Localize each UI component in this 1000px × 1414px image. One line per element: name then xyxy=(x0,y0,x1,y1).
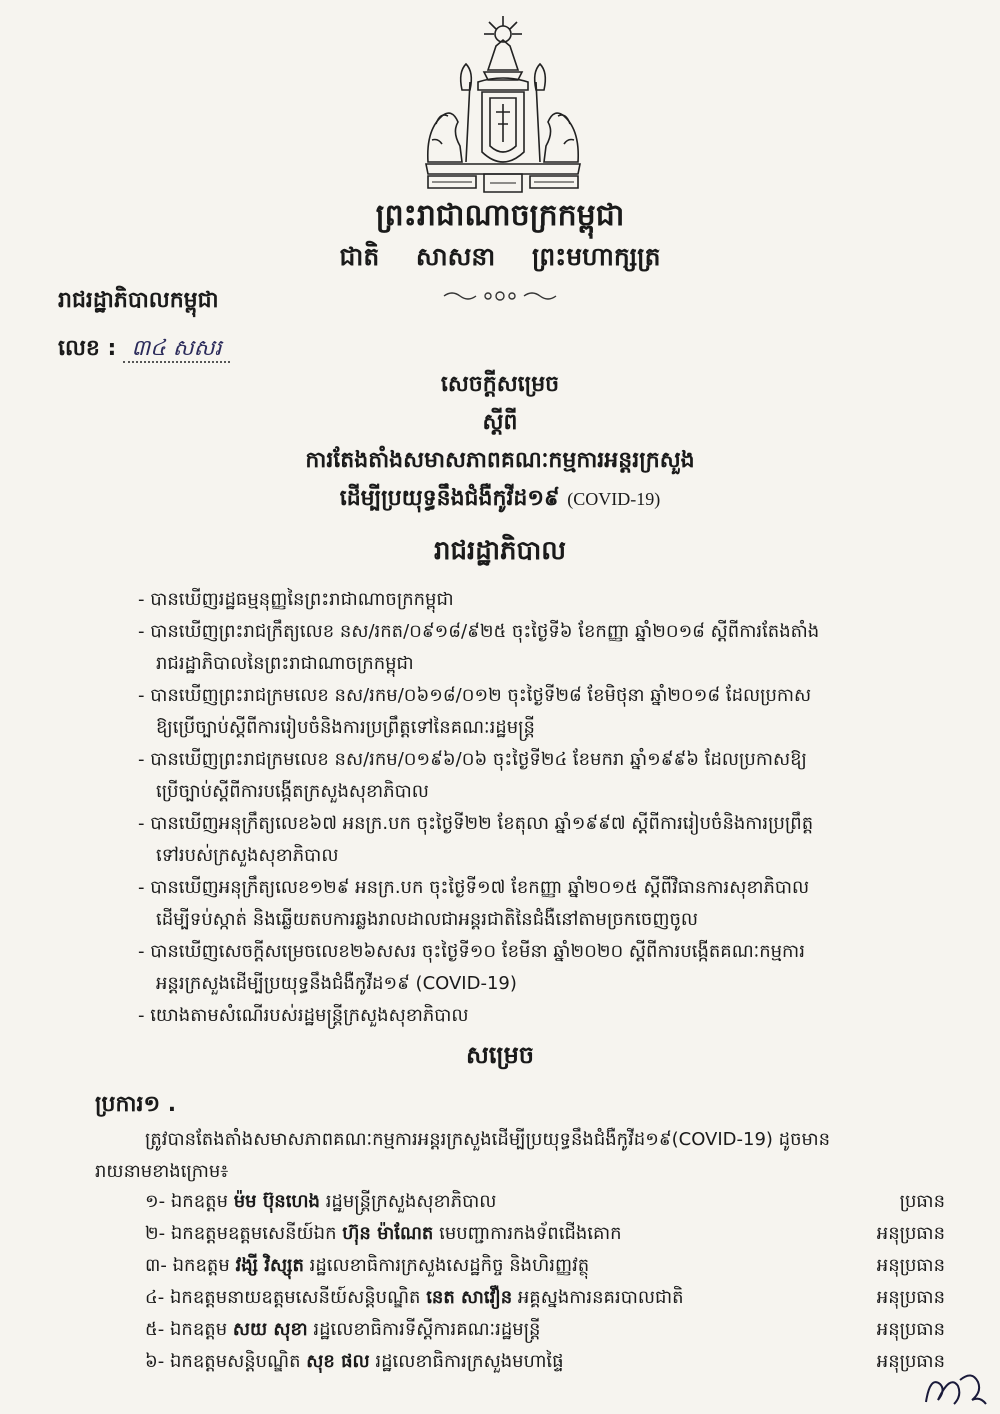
member-position: អគ្គស្នងការនគរបាលជាតិ xyxy=(517,1287,684,1308)
article-text xyxy=(95,1124,955,1188)
legal-basis-item: ប្រើច្បាប់ស្តីពីការបង្កើតក្រសួងសុខាភិបាល xyxy=(156,781,429,802)
legal-basis-list xyxy=(138,584,958,1032)
member-title: ឯកឧត្តម xyxy=(169,1319,228,1340)
member-title: ឯកឧត្តម xyxy=(172,1255,230,1276)
member-number: ៦- xyxy=(145,1351,165,1372)
legal-basis-item: - បានឃើញរដ្ឋធម្មនុញ្ញនៃព្រះរាជាណាចក្រកម្ពុជា xyxy=(138,589,454,610)
member-row xyxy=(145,1282,945,1314)
member-role: អនុប្រធាន xyxy=(876,1319,945,1340)
legal-basis-item: - បានឃើញព្រះរាជក្រមលេខ នស/រកម/០៦១៨/០១២ ចុះថ្ងៃទី២៨ ខែមិថុនា ឆ្នាំ២០១៨ ដែលប្រកាស xyxy=(138,685,812,706)
member-position: រដ្ឋលេខាធិការទីស្តីការគណៈរដ្ឋមន្ត្រី xyxy=(313,1319,541,1340)
member-list xyxy=(145,1186,945,1378)
legal-basis-item: - បានឃើញអនុក្រឹត្យលេខ៦៧ អនក្រ.បក ចុះថ្ងៃទី២២ ខែតុលា ឆ្នាំ១៩៩៧ ស្តីពីការរៀបចំនិងការប្រព្រឹត្ត xyxy=(138,813,814,834)
member-number: ១- xyxy=(145,1191,166,1212)
member-number: ៥- xyxy=(145,1319,165,1340)
member-row xyxy=(145,1186,945,1218)
member-role: អនុប្រធាន xyxy=(876,1255,945,1276)
member-role: អនុប្រធាន xyxy=(876,1287,945,1308)
legal-basis-item: រាជរដ្ឋាភិបាលនៃព្រះរាជាណាចក្រកម្ពុជា xyxy=(156,653,414,674)
member-number: ២- xyxy=(145,1223,166,1244)
member-name: សុខ ផល xyxy=(306,1351,370,1372)
legal-basis-item: ឱ្យប្រើច្បាប់ស្តីពីការរៀបចំនិងការប្រព្រឹត្តទៅនៃគណៈរដ្ឋមន្ត្រី xyxy=(156,717,535,738)
kingdom-name: ព្រះរាជាណាចក្រកម្ពុជា xyxy=(375,198,625,233)
legal-basis-item: - បានឃើញព្រះរាជក្រឹត្យលេខ នស/រកត/០៩១៨/៩២៥ ចុះថ្ងៃទី៦ ខែកញ្ញា ឆ្នាំ២០១៨ ស្តីពីការតែងតាំង xyxy=(138,621,820,642)
legal-basis-item: - យោងតាមសំណើរបស់រដ្ឋមន្ត្រីក្រសួងសុខាភិបាល xyxy=(138,1005,469,1026)
member-position: រដ្ឋលេខាធិការក្រសួងមហាផ្ទៃ xyxy=(375,1351,564,1372)
title-purpose-khmer: ដើម្បីប្រយុទ្ធនឹងជំងឺកូវីដ១៩ xyxy=(339,486,560,511)
member-title: ឯកឧត្តមសន្តិបណ្ឌិត xyxy=(169,1351,301,1372)
title-purpose xyxy=(0,484,1000,516)
legal-basis-item: អន្តរក្រសួងដើម្បីប្រយុទ្ធនឹងជំងឺកូវីដ១៩ (COVID-19) xyxy=(156,973,517,994)
member-name: ម៉ម ប៊ុនហេង xyxy=(233,1191,320,1212)
government-heading: រាជរដ្ឋាភិបាល xyxy=(433,536,567,566)
title-regarding: ស្តីពី xyxy=(482,410,518,435)
article-text-line: ត្រូវបានតែងតាំងសមាសភាពគណៈកម្មការអន្តរក្រសួងដើម្បីប្រយុទ្ធនឹងជំងឺកូវីដ១៩(COVID-19) ដូចមាន xyxy=(145,1129,831,1150)
legal-basis-item: ទៅរបស់ក្រសួងសុខាភិបាល xyxy=(156,845,339,866)
legal-basis-item: - បានឃើញសេចក្តីសម្រេចលេខ២៦សសរ ចុះថ្ងៃទី១០ ខែមីនា ឆ្នាំ២០២០ ស្តីពីការបង្កើតគណៈកម្មការ xyxy=(138,941,805,962)
member-number: ៣- xyxy=(145,1255,167,1276)
legal-basis-item: - បានឃើញព្រះរាជក្រមលេខ នស/រកម/០១៩៦/០៦ ចុះថ្ងៃទី២៤ ខែមករា ឆ្នាំ១៩៩៦ ដែលប្រកាសឱ្យ xyxy=(138,749,807,770)
member-name: វង្សី វិស្សុត xyxy=(235,1255,304,1276)
member-position: រដ្ឋលេខាធិការក្រសួងសេដ្ឋកិច្ច និងហិរញ្ញវត្ថុ xyxy=(309,1255,590,1276)
member-row xyxy=(145,1218,945,1250)
member-role: អនុប្រធាន xyxy=(876,1223,945,1244)
document-number xyxy=(58,334,230,366)
national-motto: ជាតិ សាសនា ព្រះមហាក្សត្រ xyxy=(339,242,661,271)
member-row xyxy=(145,1250,945,1282)
article-text-line: រាយនាមខាងក្រោម៖ xyxy=(95,1161,229,1182)
member-name: សយ សុខា xyxy=(232,1319,308,1340)
document-number-label: លេខ : xyxy=(58,336,117,361)
member-title: ឯកឧត្តមនាយឧត្តមសេនីយ៍សន្តិបណ្ឌិត xyxy=(169,1287,421,1308)
legal-basis-item: ដើម្បីទប់ស្កាត់ និងឆ្លើយតបការឆ្លងរាលដាលជាអន្តរជាតិនៃជំងឺនៅតាមច្រកចេញចូល xyxy=(156,909,699,930)
title-purpose-covid: (COVID-19) xyxy=(567,489,661,509)
member-row xyxy=(145,1346,945,1378)
member-name: ហ៊ុន ម៉ាណែត xyxy=(342,1223,434,1244)
title-decision: សេចក្តីសម្រេច xyxy=(440,372,560,397)
handwritten-initials-icon xyxy=(920,1366,990,1410)
royal-coat-of-arms-icon xyxy=(418,12,588,197)
member-name: នេត សាវឿន xyxy=(426,1287,513,1308)
issuing-government: រាជរដ្ឋាភិបាលកម្ពុជា xyxy=(58,288,219,313)
document-number-value: ៣៤ សសរ xyxy=(123,336,229,363)
decision-heading: សម្រេច xyxy=(465,1041,535,1069)
legal-basis-item: - បានឃើញអនុក្រឹត្យលេខ១២៩ អនក្រ.បក ចុះថ្ងៃទី១៧ ខែកញ្ញា ឆ្នាំ២០១៥ ស្តីពីវិធានការសុខាភិបាល xyxy=(138,877,810,898)
member-role: ប្រធាន xyxy=(899,1191,945,1212)
member-position: មេបញ្ជាការកងទ័ពជើងគោក xyxy=(439,1223,622,1244)
member-role: អនុប្រធាន xyxy=(876,1351,945,1372)
title-subject: ការតែងតាំងសមាសភាពគណៈកម្មការអន្តរក្រសួង xyxy=(305,448,695,473)
member-number: ៤- xyxy=(145,1287,165,1308)
member-position: រដ្ឋមន្ត្រីក្រសួងសុខាភិបាល xyxy=(325,1191,497,1212)
ornament-icon xyxy=(440,288,560,304)
member-row xyxy=(145,1314,945,1346)
member-title: ឯកឧត្តម xyxy=(170,1191,228,1212)
member-title: ឯកឧត្តមឧត្តមសេនីយ៍ឯក xyxy=(170,1223,337,1244)
article-label: ប្រការ១ . xyxy=(95,1092,177,1117)
